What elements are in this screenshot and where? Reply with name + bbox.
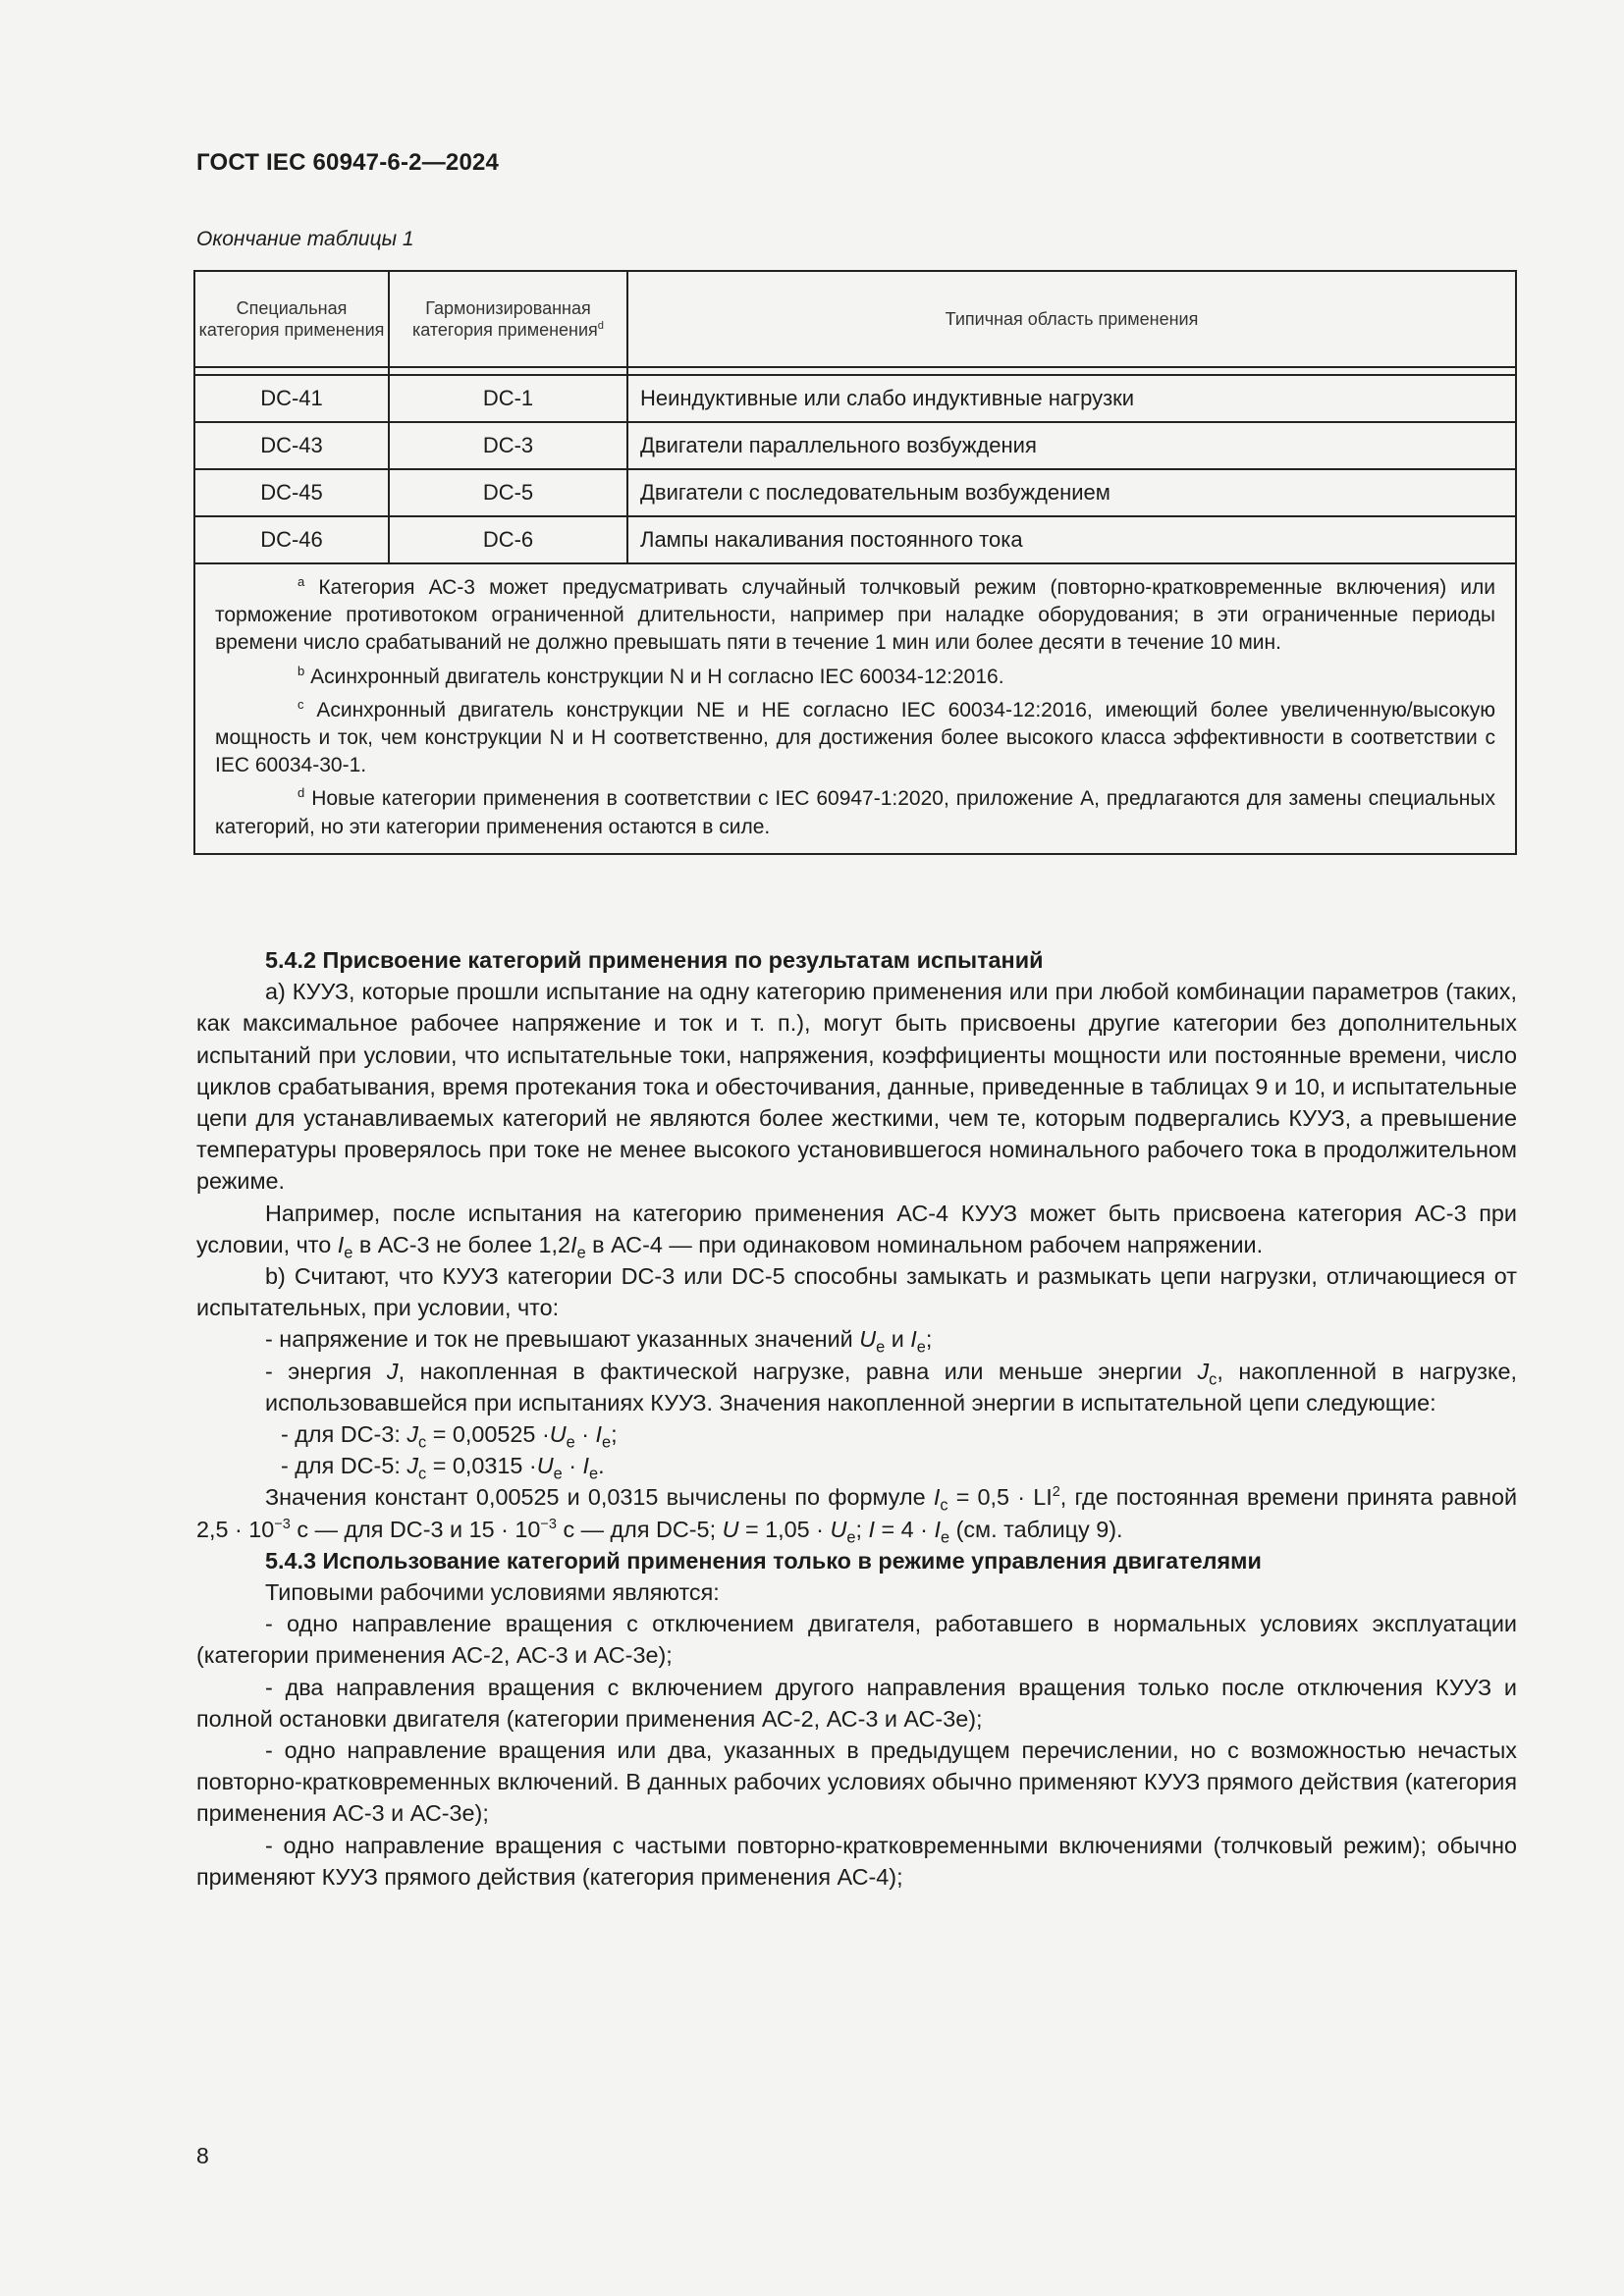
header-harmonized-category: Гармонизированная категория применения$^d$ xyxy=(389,271,627,367)
body-text xyxy=(196,944,1517,1893)
cell-use: Двигатели с последовательным возбуждением xyxy=(627,469,1516,516)
list-item: - напряжение и ток не превышают указанных значений $U_e$ и $I_e$; xyxy=(265,1326,933,1358)
table-footnotes xyxy=(194,563,1516,854)
cell-harmonized: DC-5 xyxy=(389,469,627,516)
footnote-d: $^d$ Новые категории применения в соответствии с IEC 60947-1:2020, приложение А, предлагаются для замены специальных категорий, но эти категории применения остаются в силе. xyxy=(215,785,1495,838)
table-row xyxy=(194,422,1516,469)
application-categories-table xyxy=(193,270,1517,855)
cell-harmonized: DC-6 xyxy=(389,516,627,563)
header-typical-use: Типичная область применения xyxy=(627,271,1516,367)
list-item: - одно направление вращения с отключением двигателя, работавшего в нормальных условиях эксплуатации (категории применения АС-2, АС-3 и АС-3е); xyxy=(196,1611,1517,1669)
paragraph-constants: Значения констант 0,00525 и 0,0315 вычислены по формуле $I_c = 0,5 \cdot LI^2$, где постоянная времени принята равной $2,5 \cdot 10^{-3}$ с — для DC-3 и $15 \cdot 10^{-3}$ с — для DC-5; $U = 1,05 \cdot U_e$; $I = 4 \cdot I_e$ (см. таблицу 9). xyxy=(196,1484,1518,1547)
table-header-row xyxy=(194,271,1516,367)
cell-use: Неиндуктивные или слабо индуктивные нагрузки xyxy=(627,375,1516,422)
section-heading-5-4-3: 5.4.3 Использование категорий применения только в режиме управления двигателями xyxy=(265,1547,1262,1574)
table-row xyxy=(194,375,1516,422)
table-row xyxy=(194,516,1516,563)
cell-harmonized: DC-1 xyxy=(389,375,627,422)
paragraph-intro: Типовыми рабочими условиями являются: xyxy=(265,1579,720,1606)
footnote-c: $^c$ Асинхронный двигатель конструкции NE и HE согласно IEC 60034-12:2016, имеющий более увеличенную/высокую мощность и ток, чем конструкции N и H соответственно, для достижения более высокого класса эффективности в соответствии с IEC 60034-30-1. xyxy=(215,696,1495,777)
formula-dc5: - для DC-5: $J_c = 0,0315 \cdot U_e \cdot I_e$. xyxy=(281,1453,605,1483)
cell-special: DC-45 xyxy=(194,469,389,516)
footnote-b: $^b$ Асинхронный двигатель конструкции N и H согласно IEC 60034-12:2016. xyxy=(298,663,1004,688)
cell-special: DC-41 xyxy=(194,375,389,422)
cell-use: Лампы накаливания постоянного тока xyxy=(627,516,1516,563)
list-item: - энергия J, накопленная в фактической нагрузке, равна или меньше энергии $J_c$, накопленной в нагрузке, использовавшейся при испытаниях КУУЗ. Значения накопленной энергии в испытательной цепи следующие: xyxy=(265,1358,1518,1415)
section-heading-5-4-2: 5.4.2 Присвоение категорий применения по результатам испытаний xyxy=(265,947,1044,973)
paragraph-b: b) Считают, что КУУЗ категории DC-3 или DC-5 способны замыкать и размыкать цепи нагрузки, отличающиеся от испытательных, при условии, что: xyxy=(196,1263,1517,1321)
page-number: 8 xyxy=(196,2143,209,2168)
footnote-a: $^a$ Категория АС-3 может предусматривать случайный толчковый режим (повторно-кратковременные включения) или торможение противотоком ограниченной длительности, например при наладке оборудования; в эти ограниченные периоды времени число срабатываний не должно превышать пяти в течение 1 мин или более десяти в течение 10 мин. xyxy=(215,574,1495,655)
cell-use: Двигатели параллельного возбуждения xyxy=(627,422,1516,469)
paragraph-a: a) КУУЗ, которые прошли испытание на одну категорию применения или при любой комбинации параметров (таких, как максимальное рабочее напряжение и ток и т. п.), могут быть присвоены другие категории без дополнительных испытаний при условии, что испытательные токи, напряжения, коэффициенты мощности или постоянные времени, число циклов срабатывания, время протекания тока и обесточивания, данные, приведенные в таблицах 9 и 10, и испытательные цепи для устанавливаемых категорий не являются более жесткими, чем те, которым подвергались КУУЗ, а превышение температуры проверялось при токе не менее высокого установившегося номинального рабочего тока в продолжительном режиме. xyxy=(196,979,1517,1195)
formula-dc3: - для DC-3: $J_c = 0,00525 \cdot U_e \cdot I_e$; xyxy=(281,1421,618,1452)
list-item: - два направления вращения с включением другого направления вращения только после отключения КУУЗ и полной остановки двигателя (категории применения АС-2, АС-3 и АС-3е); xyxy=(196,1674,1517,1732)
cell-special: DC-43 xyxy=(194,422,389,469)
table-row xyxy=(194,469,1516,516)
cell-special: DC-46 xyxy=(194,516,389,563)
header-special-category: Специальная категория применения xyxy=(194,271,389,367)
table-caption: Окончание таблицы 1 xyxy=(196,228,414,250)
paragraph-example: Например, после испытания на категорию применения АС-4 КУУЗ может быть присвоена категория АС-3 при условии, что $I_e$ в АС-3 не более $1,2I_e$ в АС-4 — при одинаковом номинальном рабочем напряжении. xyxy=(196,1200,1517,1262)
cell-harmonized: DC-3 xyxy=(389,422,627,469)
list-item: - одно направление вращения или два, указанных в предыдущем перечислении, но с возможностью нечастых повторно-кратковременных включений. В данных рабочих условиях обычно применяют КУУЗ прямого действия (категория применения АС-3 и АС-3е); xyxy=(196,1737,1517,1827)
document-header: ГОСТ IEC 60947-6-2—2024 xyxy=(196,149,500,176)
list-item: - одно направление вращения с частыми повторно-кратковременными включениями (толчковый режим); обычно применяют КУУЗ прямого действия (категория применения АС-4); xyxy=(196,1832,1517,1890)
